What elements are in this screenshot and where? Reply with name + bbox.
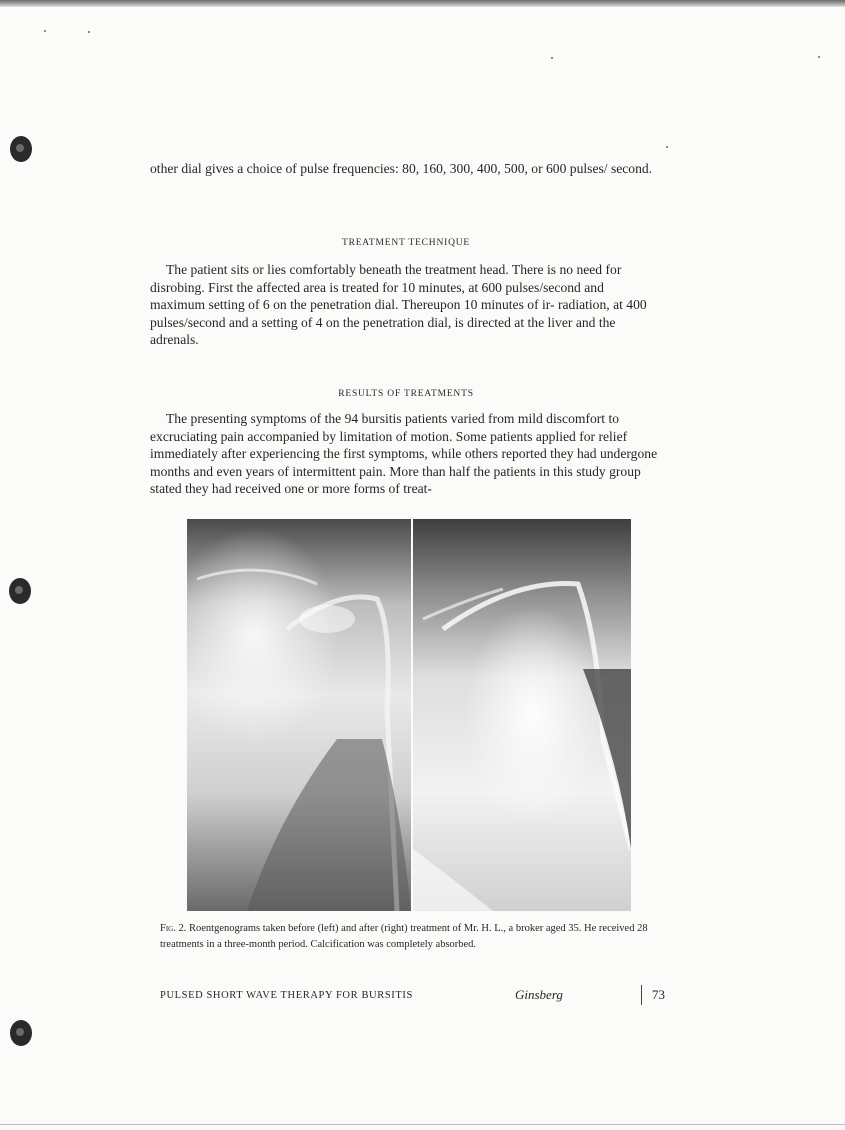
author-name: Ginsberg: [515, 987, 563, 1002]
figure-caption-text: Roentgenograms taken before (left) and after (right) treatment of Mr. H. L., a broker aged 35. He received 28 treatments in a three-month period. Calcification was completely absorbed.: [160, 923, 648, 950]
binder-hole-middle: [9, 578, 31, 604]
binder-hole-bottom: [10, 1020, 32, 1046]
scan-speck: [44, 30, 46, 32]
section-heading-treatment: TREATMENT TECHNIQUE: [341, 238, 471, 248]
scan-bottom-edge: [0, 1124, 845, 1125]
binder-hole-top: [10, 136, 32, 162]
scan-speck: [818, 56, 820, 58]
scan-speck: [551, 57, 553, 59]
running-title: PULSED SHORT WAVE THERAPY FOR BURSITIS: [160, 990, 413, 1001]
figure-caption-label: Fig. 2.: [160, 923, 187, 934]
page-number-rule: [641, 985, 642, 1005]
section-heading-results: RESULTS OF TREATMENTS: [338, 389, 474, 399]
scan-top-edge: [0, 0, 845, 7]
section-body-results: The presenting symptoms of the 94 bursitis patients varied from mild discomfort to excruciating pain accompanied by limitation of motion. Some patients applied for relief immediately after experiencing the first symptoms, while others reported they had undergone months and even years of intermittent pain. More than half the patients in this study group stated they had received one or more forms of treat-: [150, 411, 658, 497]
intro-paragraph: other dial gives a choice of pulse frequencies: 80, 160, 300, 400, 500, or 600 pulses/ second.: [150, 161, 653, 176]
xray-before-image: [187, 519, 411, 911]
page-number: 73: [652, 987, 665, 1002]
scan-speck: [88, 31, 90, 33]
xray-after-image: [413, 519, 631, 911]
figure-caption: [160, 921, 672, 953]
scan-speck: [666, 146, 668, 148]
section-body-treatment: The patient sits or lies comfortably beneath the treatment head. There is no need for disrobing. First the affected area is treated for 10 minutes, at 600 pulses/second and maximum setting of 6 on the penetration dial. Thereupon 10 minutes of ir- radiation, at 400 pulses/second and a setting of 4 on the penetration dial, is directed at the liver and the adrenals.: [150, 262, 647, 348]
